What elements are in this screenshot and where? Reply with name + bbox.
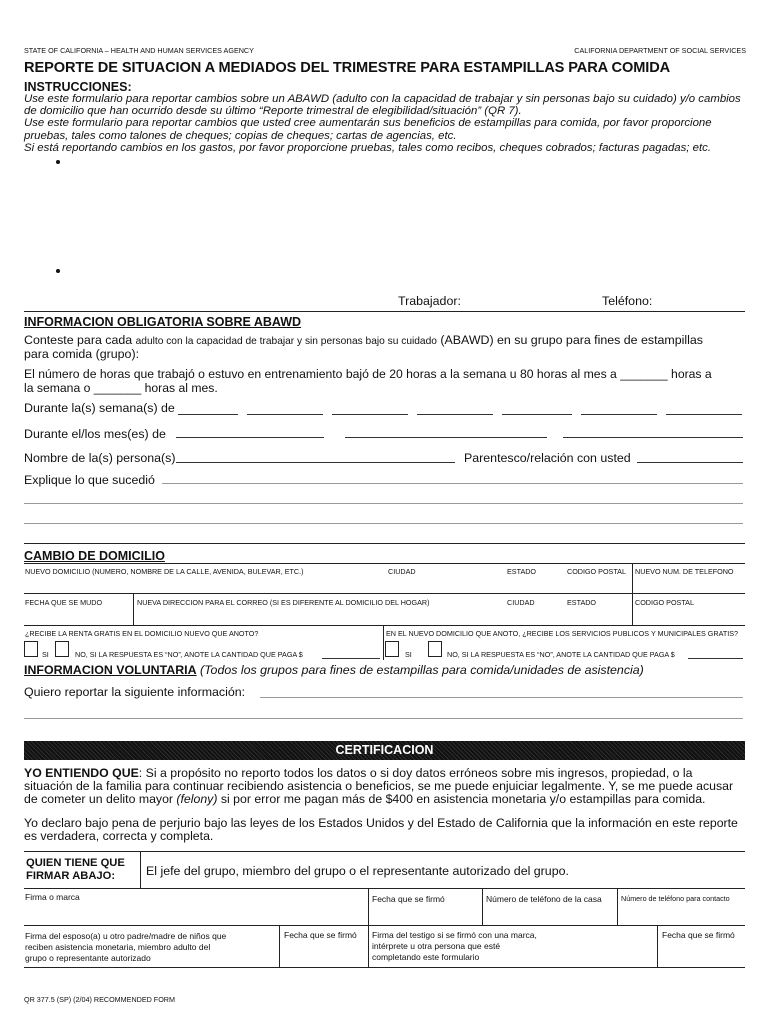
voluntary-heading-note: (Todos los grupos para fines de estampillas para comida/unidades de asistencia) (200, 663, 644, 677)
divider (657, 925, 658, 967)
instructions-text (24, 93, 741, 154)
divider (368, 888, 369, 925)
abawd-heading: INFORMACION OBLIGATORIA SOBRE ABAWD (24, 315, 302, 329)
abawd-intro-part: (ABAWD) en su grupo para fines de estampillas (440, 333, 703, 347)
state-label: ESTADO (507, 567, 537, 576)
state-label: ESTADO (567, 598, 597, 607)
hours-question: El número de horas que trabajó o estuvo en entrenamiento bajó de 20 horas a la semana u 80 horas al mes a _______ horas a (24, 367, 712, 381)
divider (140, 851, 141, 888)
understand-text: : Si a propósito no reporto todos los datos o si doy datos erróneos sobre mis ingresos, propiedad, o la (138, 766, 693, 780)
voluntary-heading (24, 663, 644, 677)
report-field[interactable] (260, 697, 743, 698)
spouse-line: reciben asistencia monetaria, miembro adulto del (25, 942, 211, 952)
utilities-amount-field[interactable] (688, 658, 743, 659)
report-field[interactable] (24, 718, 743, 719)
form-id: QR 377.5 (SP) (2/04) RECOMMENDED FORM (24, 995, 175, 1004)
weeks-label: Durante la(s) semana(s) de (24, 401, 175, 415)
weeks-field[interactable] (332, 414, 408, 415)
yes-label: SI (405, 650, 412, 659)
instructions-heading: INSTRUCCIONES: (24, 80, 132, 94)
weeks-field[interactable] (178, 414, 238, 415)
form-title: REPORTE DE SITUACION A MEDIADOS DEL TRIMESTRE PARA ESTAMPILLAS PARA COMIDA (24, 60, 671, 76)
divider (632, 593, 633, 625)
months-field[interactable] (563, 437, 743, 438)
department-name: CALIFORNIA DEPARTMENT OF SOCIAL SERVICES (574, 46, 746, 55)
abawd-intro-part: Conteste para cada (24, 333, 133, 347)
understand-text: situación de la familia para continuar recibiendo asistencia o beneficios, se me puede enjuiciar legalmente. Y, se me puede acusar (24, 779, 734, 794)
who-signs-label (26, 857, 125, 883)
declare-text: es verdadera, correcta y completa. (24, 829, 214, 844)
divider (24, 625, 745, 626)
divider (24, 851, 745, 852)
zip-label: CODIGO POSTAL (635, 598, 694, 607)
divider (24, 888, 745, 889)
weeks-field[interactable] (502, 414, 572, 415)
move-date-label: FECHA QUE SE MUDO (25, 598, 103, 607)
divider (24, 925, 745, 926)
explain-field[interactable] (24, 523, 743, 524)
certification-title: CERTIFICACION (335, 743, 434, 757)
months-label: Durante el/los mes(es) de (24, 427, 166, 441)
names-field[interactable] (176, 462, 455, 463)
bullet-icon (56, 269, 60, 273)
certification-understand (24, 767, 733, 807)
months-field[interactable] (345, 437, 547, 438)
agency-name: STATE OF CALIFORNIA – HEALTH AND HUMAN SERVICES AGENCY (24, 46, 254, 55)
weeks-field[interactable] (417, 414, 493, 415)
divider (279, 925, 280, 967)
relation-label: Parentesco/relación con usted (464, 451, 631, 465)
mail-address-label: NUEVA DIRECCION PARA EL CORREO (SI ES DIFERENTE AL DOMICILIO DEL HOGAR) (137, 598, 430, 607)
months-field[interactable] (176, 437, 324, 438)
address-heading: CAMBIO DE DOMICILIO (24, 549, 165, 563)
witness-signature-label (372, 930, 537, 963)
instructions-line: Use este formulario para reportar cambios sobre un ABAWD (adulto con la capacidad de trabajar y sin personas bajo su cuidado) y/o cambios (24, 93, 741, 105)
hours-question-continued: la semana o _______ horas al mes. (24, 381, 218, 395)
new-phone-label: NUEVO NUM. DE TELEFONO (635, 567, 734, 576)
city-label: CIUDAD (388, 567, 416, 576)
new-address-label: NUEVO DOMICILIO (NUMERO, NOMBRE DE LA CALLE, AVENIDA, BULEVAR, ETC.) (25, 567, 304, 576)
understand-label: YO ENTIENDO QUE (24, 766, 139, 780)
weeks-field[interactable] (247, 414, 323, 415)
divider (133, 593, 134, 625)
instructions-line: Si está reportando cambios en los gastos, por favor proporcione pruebas, tales como recibos, cheques cobrados; facturas pagadas; etc. (24, 141, 711, 154)
worker-label: Trabajador: (398, 294, 461, 308)
phone-label: Teléfono: (602, 294, 653, 308)
explain-field[interactable] (162, 483, 743, 484)
free-rent-question: ¿RECIBE LA RENTA GRATIS EN EL DOMICILIO NUEVO QUE ANOTO? (25, 629, 259, 638)
instructions-line: de domicilio que han ocurrido desde su último “Reporte trimestral de elegibilidad/situación” (QR 7). (24, 105, 522, 118)
certification-declare (24, 817, 738, 843)
utilities-question: EN EL NUEVO DOMICILIO QUE ANOTO, ¿RECIBE LOS SERVICIOS PUBLICOS Y MUNICIPALES GRATIS? (386, 629, 739, 638)
divider (632, 563, 633, 593)
voluntary-heading-title: INFORMACION VOLUNTARIA (24, 663, 197, 677)
bullet-icon (56, 160, 60, 164)
weeks-field[interactable] (666, 414, 742, 415)
understand-text: si por error me pagan más de $400 en asistencia monetaria y/o estampillas para comida. (217, 792, 706, 807)
city-label: CIUDAD (507, 598, 535, 607)
utilities-no-checkbox[interactable] (428, 641, 442, 657)
divider (24, 967, 745, 968)
relation-field[interactable] (637, 462, 743, 463)
explain-label: Explique lo que sucedió (24, 473, 155, 487)
spouse-line: grupo o representante autorizado (25, 953, 151, 963)
names-label: Nombre de la(s) persona(s) (24, 451, 176, 465)
utilities-yes-checkbox[interactable] (385, 641, 399, 657)
who-signs-text: El jefe del grupo, miembro del grupo o el representante autorizado del grupo. (146, 864, 569, 878)
date-signed-label: Fecha que se firmó (662, 930, 735, 940)
abawd-intro-part: adulto con la capacidad de trabajar y sin personas bajo su cuidado (135, 336, 437, 347)
date-signed-label: Fecha que se firmó (372, 894, 445, 904)
date-signed-label: Fecha que se firmó (284, 930, 357, 940)
yes-label: SI (42, 650, 49, 659)
felony-term: (felony) (176, 792, 218, 807)
rent-amount-field[interactable] (322, 658, 380, 659)
divider (24, 543, 745, 544)
abawd-intro (24, 333, 703, 347)
spouse-line: Firma del esposo(a) u otro padre/madre de niños que (25, 931, 227, 941)
witness-line: Firma del testigo si se firmó con una marca, (372, 930, 537, 940)
certification-bar (24, 741, 745, 760)
no-amount-label: NO, SI LA RESPUESTA ES “NO”, ANOTE LA CANTIDAD QUE PAGA $ (75, 650, 303, 659)
divider (482, 888, 483, 925)
free-rent-yes-checkbox[interactable] (24, 641, 38, 657)
witness-line: intérprete u otra persona que esté (372, 941, 501, 951)
weeks-field[interactable] (581, 414, 657, 415)
explain-field[interactable] (24, 503, 743, 504)
understand-text: de cometer un delito mayor (24, 792, 177, 807)
instructions-line: pruebas, tales como talones de cheques; copias de cheques; cartas de agencias, etc. (24, 129, 457, 142)
divider (368, 925, 369, 967)
who-signs-line: FIRMAR ABAJO: (26, 870, 116, 882)
home-phone-label: Número de teléfono de la casa (486, 894, 602, 904)
declare-text: Yo declaro bajo pena de perjurio bajo las leyes de los Estados Unidos y del Estado de California que la información en este reporte (24, 816, 738, 830)
divider (24, 563, 745, 564)
spouse-signature-label (25, 931, 226, 964)
witness-line: completando este formulario (372, 952, 480, 962)
free-rent-no-checkbox[interactable] (55, 641, 69, 657)
no-amount-label: NO, SI LA RESPUESTA ES “NO”, ANOTE LA CANTIDAD QUE PAGA $ (447, 650, 675, 659)
abawd-intro-continued: para comida (grupo): (24, 347, 140, 361)
zip-label: CODIGO POSTAL (567, 567, 626, 576)
who-signs-line: QUIEN TIENE QUE (26, 857, 125, 869)
contact-phone-label: Número de teléfono para contacto (621, 894, 730, 903)
divider (383, 625, 384, 660)
divider (24, 311, 745, 312)
report-label: Quiero reportar la siguiente información: (24, 685, 246, 699)
signature-label: Firma o marca (25, 892, 80, 902)
instructions-line: Use este formulario para reportar cambios que usted cree aumentarán sus beneficios de estampillas para comida, por favor proporcione (24, 117, 712, 130)
divider (617, 888, 618, 925)
